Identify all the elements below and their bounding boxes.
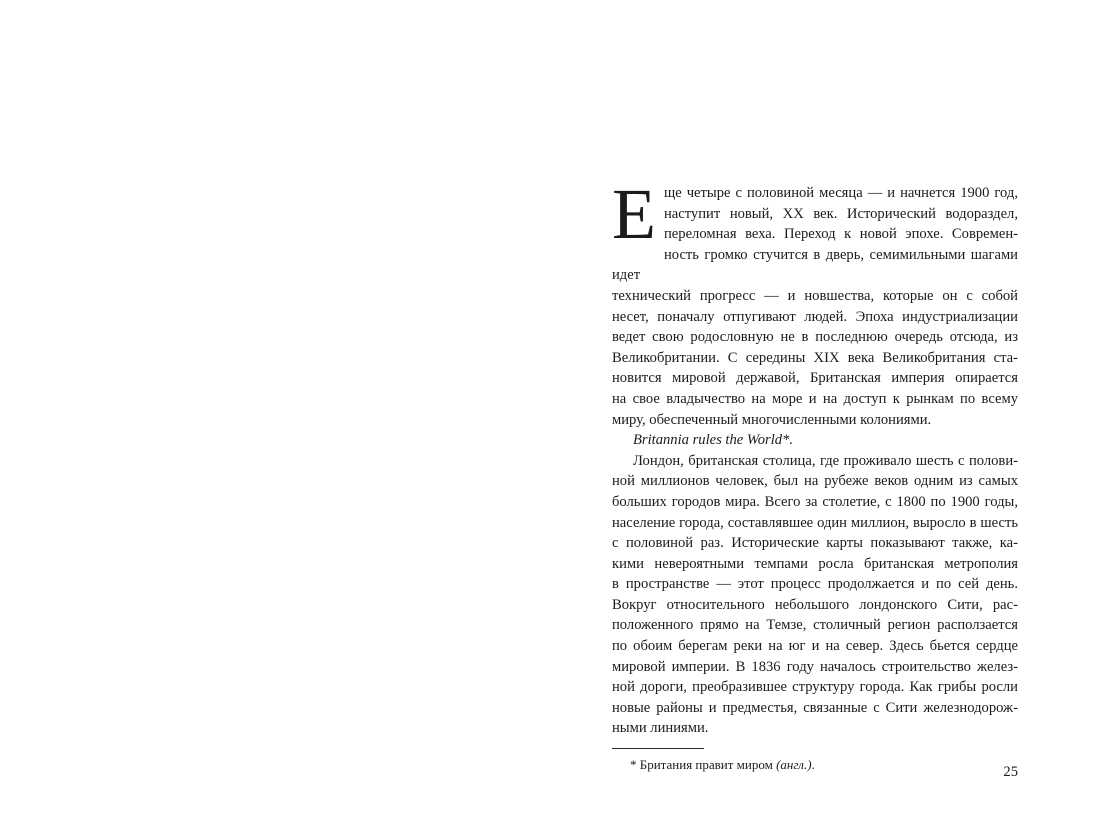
text-line: наступит новый, XX век. Исторический водораздел, xyxy=(663,205,1018,222)
text-line: технический прогресс — и новшества, которые он с собой xyxy=(612,287,1018,304)
paragraph-3 xyxy=(612,451,1018,739)
text-line: ными линиями. xyxy=(612,720,709,737)
page-number: 25 xyxy=(1003,764,1018,780)
footnote-period: . xyxy=(811,757,815,773)
paragraph-1-lines xyxy=(612,174,1018,430)
text-line: мировой империи. В 1836 году началось строительство желез- xyxy=(612,658,1018,675)
text-line: с половиной раз. Исторические карты показывают также, ка- xyxy=(612,535,1018,552)
text-line: миру, обеспеченный многочисленными колониями. xyxy=(612,411,932,428)
text-line: в пространстве — этот процесс продолжается и по сей день. xyxy=(612,576,1018,593)
text-line: Лондон, британская столица, где проживало шесть с полови- xyxy=(633,452,1018,469)
text-line: Вокруг относительного небольшого лондонского Сити, рас- xyxy=(612,596,1018,613)
paragraph-2-britannia: Britannia rules the World*. xyxy=(633,432,793,449)
text-line: положенного прямо на Темзе, столичный регион расползается xyxy=(612,617,1018,634)
text-line: кими невероятными темпами росла британская метрополия xyxy=(612,555,1018,572)
paragraph-3-lines xyxy=(612,451,1018,739)
text-line: несет, поначалу отпугивают людей. Эпоха индустриализации xyxy=(612,308,1018,325)
text-column xyxy=(612,174,1018,775)
text-line: по обоим берегам реки на юг и на север. Здесь бьется сердце xyxy=(612,638,1018,655)
text-line: ность громко стучится в дверь, семимильными шагами идет xyxy=(612,246,1018,284)
text-line: население города, составлявшее один миллион, выросло в шесть xyxy=(612,514,1018,531)
text-line: новится мировой державой, Британская империя опирается xyxy=(612,370,1018,387)
footnote-body: * Британия правит миром xyxy=(630,757,777,773)
text-line: ной дороги, преобразившее структуру города. Как грибы росли xyxy=(612,679,1018,696)
text-line: Великобритании. С середины XIX века Великобритания ста- xyxy=(612,349,1018,366)
drop-cap-letter: Е xyxy=(612,174,656,254)
footnote-language-note: (англ.) xyxy=(776,757,812,773)
paragraph-1 xyxy=(612,174,1018,430)
text-line: больших городов мира. Всего за столетие, с 1800 по 1900 годы, xyxy=(612,493,1018,510)
text-line: ведет свою родословную не в последнюю очередь отсюда, из xyxy=(612,329,1018,346)
text-line: переломная веха. Переход к новой эпохе. Современ- xyxy=(663,226,1018,243)
text-line: ще четыре с половиной месяца — и начнется 1900 год, xyxy=(663,185,1018,201)
text-line: ной миллионов человек, был на рубеже веков одним из самых xyxy=(612,473,1018,490)
text-line: на свое владычество на море и на доступ к рынкам по всему xyxy=(612,390,1018,407)
footnote-separator-rule xyxy=(612,748,704,749)
text-line: новые районы и предместья, связанные с Сити железнодорож- xyxy=(612,699,1018,716)
